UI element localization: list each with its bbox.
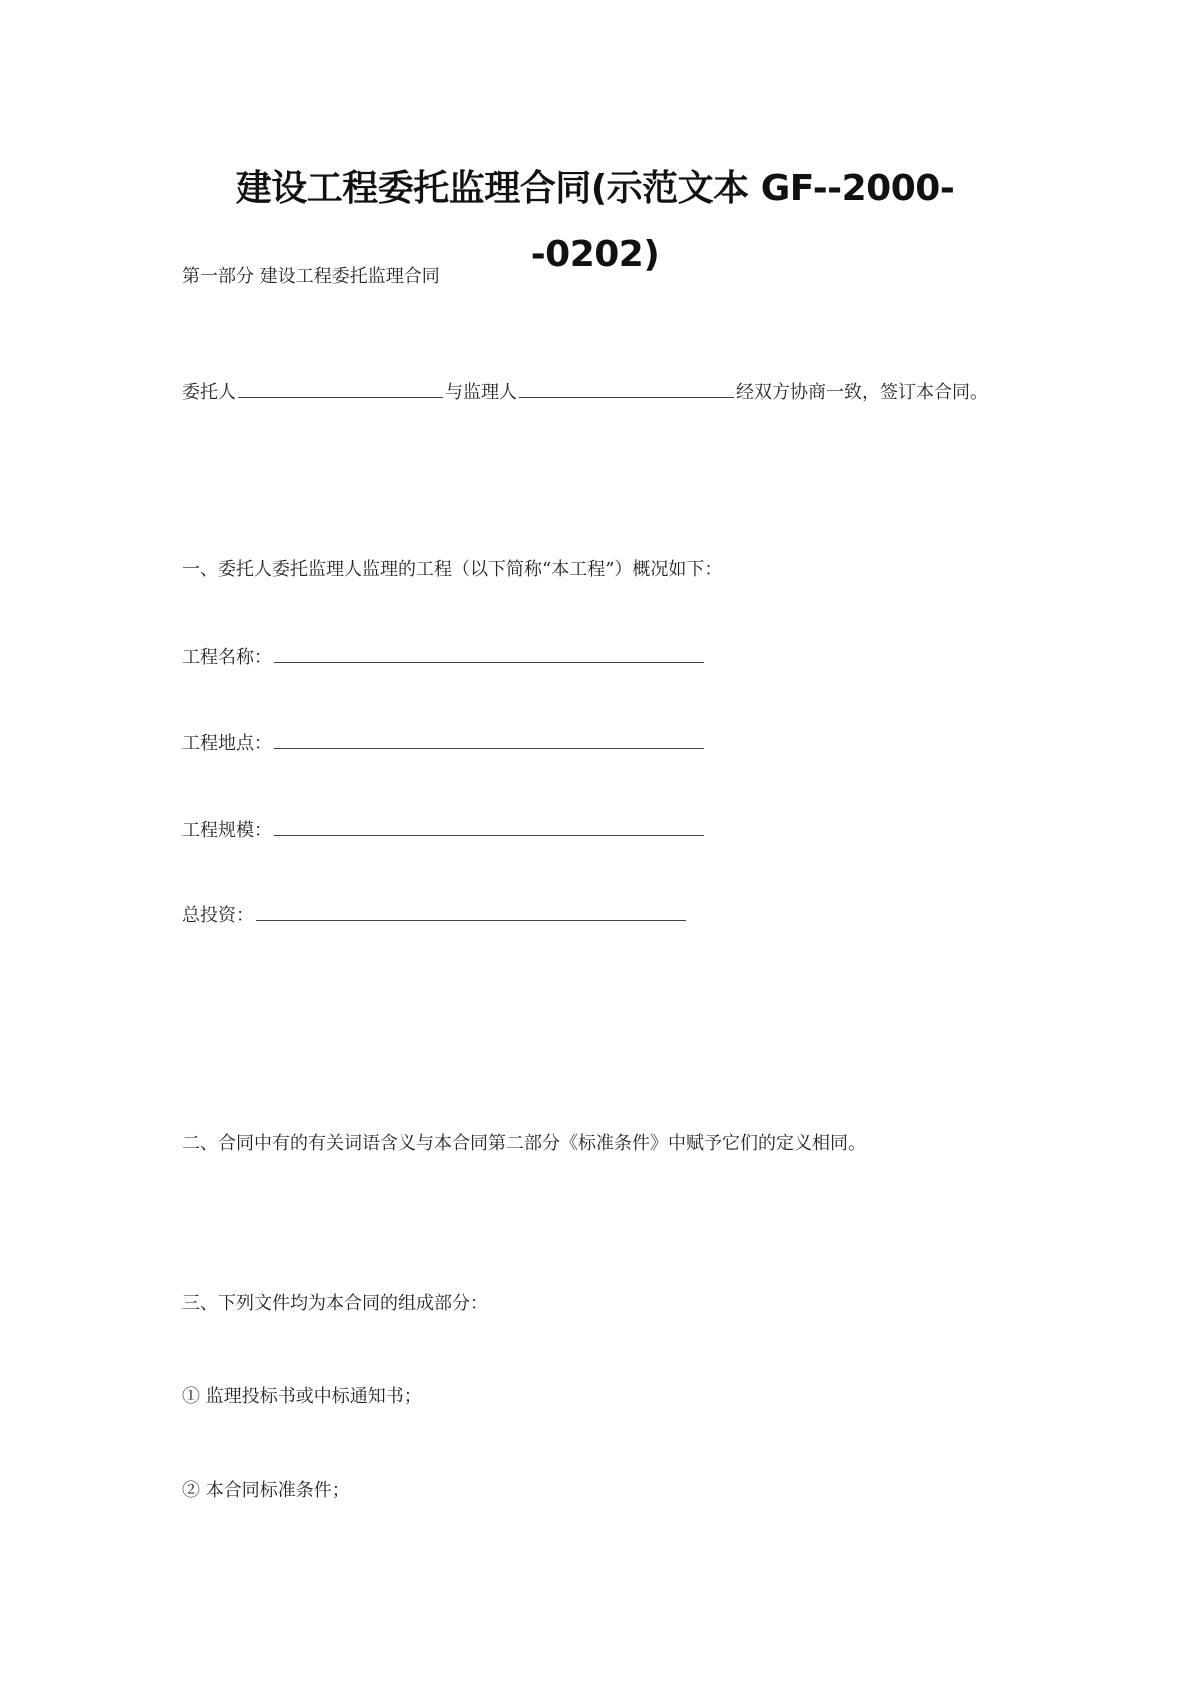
part-heading: 第一部分 建设工程委托监理合同 — [182, 266, 440, 287]
field-label: 总投资： — [182, 905, 254, 926]
principal-label: 委托人 — [182, 382, 236, 403]
project-name-blank[interactable] — [274, 644, 704, 663]
project-scale-blank[interactable] — [274, 817, 704, 836]
field-label: 工程地点： — [182, 733, 272, 754]
field-total-investment — [182, 901, 688, 931]
supervisor-blank[interactable] — [519, 379, 734, 398]
field-project-location — [182, 729, 706, 759]
principal-blank[interactable] — [238, 379, 443, 398]
section1-heading: 一、委托人委托监理人监理的工程（以下简称“本工程”）概况如下： — [182, 559, 723, 580]
document-title: 建设工程委托监理合同(示范文本 GF--2000--0202) — [235, 168, 955, 275]
project-location-blank[interactable] — [274, 730, 704, 749]
supervisor-label: 与监理人 — [445, 382, 517, 403]
field-label: 工程规模： — [182, 820, 272, 841]
field-label: 工程名称： — [182, 647, 272, 668]
section2-paragraph: 二、合同中有的有关词语含义与本合同第二部分《标准条件》中赋予它们的定义相同。 — [182, 1133, 866, 1154]
total-investment-blank[interactable] — [256, 902, 686, 921]
field-project-name — [182, 643, 706, 673]
section3-item-1: ① 监理投标书或中标通知书； — [182, 1386, 422, 1407]
section3-item-2: ② 本合同标准条件； — [182, 1480, 350, 1501]
agreement-text: 经双方协商一致，签订本合同。 — [736, 382, 988, 403]
section3-heading: 三、下列文件均为本合同的组成部分： — [182, 1293, 488, 1314]
intro-paragraph — [182, 378, 1022, 408]
field-project-scale — [182, 816, 706, 846]
